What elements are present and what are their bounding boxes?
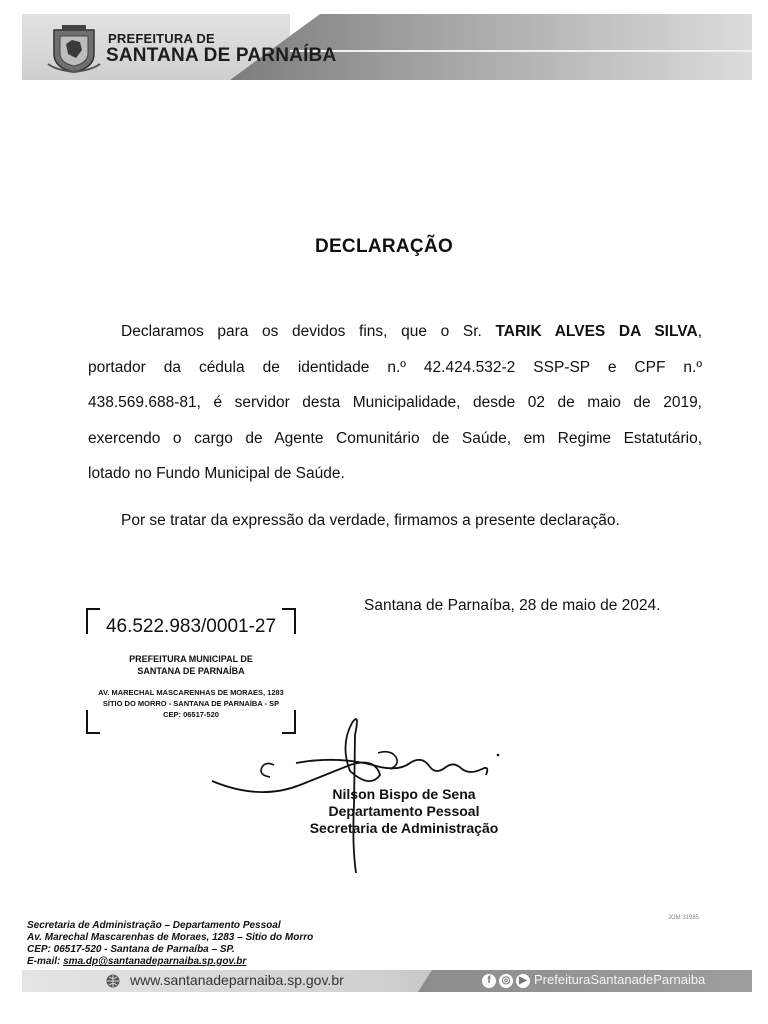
header-stripe: [290, 50, 752, 52]
footer-address-line: Av. Marechal Mascarenhas de Moraes, 1283 – Sitio do Morro: [27, 932, 314, 943]
footer-website-link[interactable]: www.santanadeparnaiba.sp.gov.br: [130, 972, 344, 988]
paragraph-text: Declaramos para os devidos fins, que o Sr.: [121, 323, 496, 340]
web-icon: [106, 974, 120, 988]
paragraph-line: exercendo o cargo de Agente Comunitário de Saúde, em Regime Estatutário,: [88, 429, 702, 447]
stamp-address-line: SÍTIO DO MORRO - SANTANA DE PARNAÍBA - SP: [102, 699, 280, 708]
stamp-cnpj: 46.522.983/0001-27: [105, 616, 277, 637]
employee-name: TARIK ALVES DA SILVA: [495, 323, 698, 340]
closing-paragraph: [88, 503, 702, 539]
footer-social-handle[interactable]: PrefeituraSantanadeParnaiba: [534, 972, 706, 987]
paragraph-line: [88, 314, 702, 350]
footer-email-line: [27, 956, 313, 968]
footer-email-link[interactable]: sma.dp@santanadeparnaiba.sp.gov.br: [63, 956, 247, 967]
paragraph-line: Por se tratar da expressão da verdade, firmamos a presente declaração.: [121, 512, 620, 529]
signature-block: [292, 786, 516, 837]
header-title-line1: PREFEITURA DE: [108, 31, 215, 46]
facebook-icon[interactable]: f: [482, 974, 496, 988]
declaration-paragraph: [88, 314, 702, 492]
paragraph-text: ,: [697, 323, 703, 340]
footer-address-line: Secretaria de Administração – Departamento Pessoal: [27, 920, 281, 931]
paragraph-line: 438.569.688-81, é servidor desta Municipalidade, desde 02 de maio de 2019,: [88, 394, 702, 411]
stamp-address-line: CEP: 06517-520: [163, 710, 219, 719]
document-title: DECLARAÇÃO: [314, 236, 454, 257]
signatory-name: Nilson Bispo de Sena: [332, 786, 476, 802]
stamp-entity-line: SANTANA DE PARNAÍBA: [137, 666, 245, 676]
header-title-line2: SANTANA DE PARNAÍBA: [106, 45, 337, 66]
paragraph-line: portador da cédula de identidade n.º 42.424.532-2 SSP-SP e CPF n.º: [88, 358, 702, 376]
paragraph-line: lotado no Fundo Municipal de Saúde.: [88, 465, 345, 482]
document-code: JGM 31985: [668, 915, 700, 921]
footer-email-label: E-mail:: [27, 956, 64, 967]
footer-address: [27, 920, 313, 968]
youtube-icon[interactable]: ▶: [516, 974, 530, 988]
municipal-crest-icon: [46, 24, 102, 74]
footer-address-line: CEP: 06517-520 - Santana de Parnaíba – SP.: [27, 944, 235, 955]
place-date: Santana de Parnaíba, 28 de maio de 2024.: [364, 597, 661, 614]
signatory-secretariat: Secretaria de Administração: [309, 820, 499, 836]
stamp-entity-line: PREFEITURA MUNICIPAL DE: [129, 654, 253, 664]
instagram-icon[interactable]: ◎: [499, 974, 513, 988]
signatory-department: Departamento Pessoal: [328, 803, 480, 819]
stamp-entity: [86, 653, 296, 677]
stamp-address-line: AV. MARECHAL MASCARENHAS DE MORAES, 1283: [98, 688, 284, 697]
